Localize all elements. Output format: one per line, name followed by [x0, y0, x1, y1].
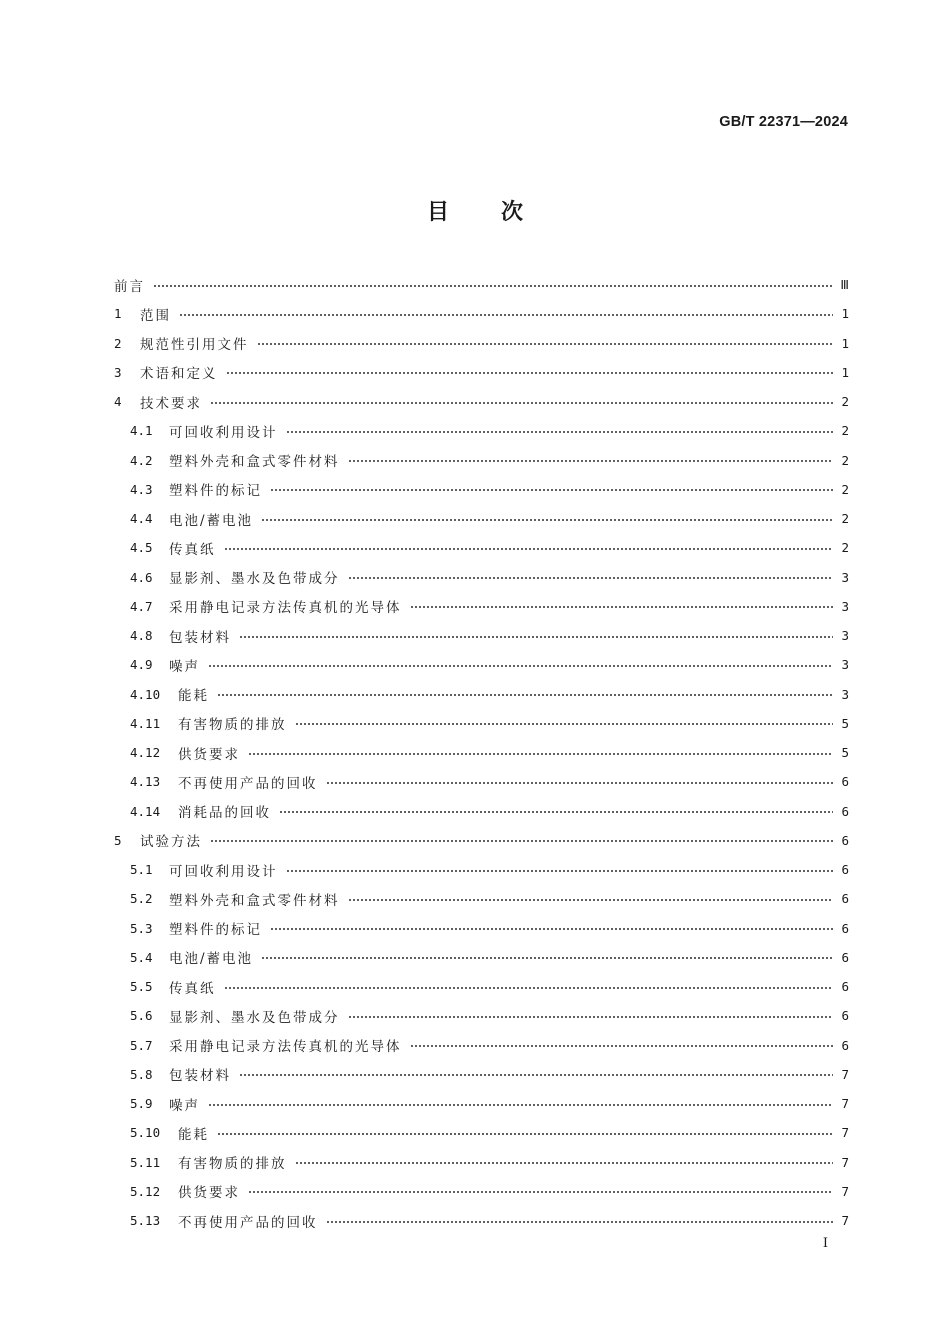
toc-dot-leader	[348, 899, 834, 901]
toc-entry-label: 不再使用产品的回收	[178, 775, 318, 792]
toc-entry-label: 术语和定义	[140, 366, 218, 383]
toc-dot-leader	[410, 1045, 834, 1047]
toc-dot-leader	[217, 1133, 833, 1135]
toc-entry-number: 5.13	[130, 1213, 161, 1229]
toc-entry[interactable]	[114, 475, 849, 504]
toc-entry-page: 2	[841, 511, 849, 527]
toc-entry-label: 规范性引用文件	[140, 337, 249, 354]
toc-entry[interactable]	[114, 563, 849, 592]
toc-entry-page: 6	[841, 979, 849, 995]
toc-entry-number: 4.9	[130, 657, 153, 673]
toc-entry-page: 1	[841, 364, 849, 380]
page-title-char-1: 目	[426, 200, 449, 225]
toc-entry-page: 3	[841, 569, 849, 585]
toc-entry[interactable]	[114, 1206, 849, 1235]
toc-entry-number: 4.7	[130, 598, 153, 614]
toc-entry-page: 6	[841, 832, 849, 848]
toc-dot-leader	[295, 1162, 834, 1164]
toc-entry-page: 6	[841, 1008, 849, 1024]
toc-entry-label: 可回收利用设计	[169, 863, 278, 880]
toc-dot-leader	[210, 402, 833, 404]
toc-entry-label: 供货要求	[178, 1185, 240, 1202]
toc-dot-leader	[210, 840, 833, 842]
toc-entry-label: 塑料件的标记	[169, 922, 262, 939]
table-of-contents	[114, 270, 849, 1235]
toc-dot-leader	[248, 753, 833, 755]
toc-dot-leader	[153, 285, 833, 287]
toc-entry-label: 包装材料	[169, 1068, 231, 1085]
toc-entry-label: 传真纸	[169, 980, 216, 997]
toc-entry-number: 4.2	[130, 452, 153, 468]
toc-entry-label: 塑料件的标记	[169, 483, 262, 500]
toc-dot-leader	[286, 431, 834, 433]
toc-entry[interactable]	[114, 709, 849, 738]
toc-entry-label: 塑料外壳和盒式零件材料	[169, 892, 340, 909]
toc-entry-number: 4.5	[130, 540, 153, 556]
toc-entry-label: 电池/蓄电池	[169, 951, 254, 968]
toc-entry[interactable]	[114, 767, 849, 796]
toc-entry-label: 前言	[114, 278, 145, 295]
toc-entry-page: 3	[841, 628, 849, 644]
toc-entry[interactable]	[114, 592, 849, 621]
toc-entry[interactable]	[114, 650, 849, 679]
toc-entry-label: 范围	[140, 307, 171, 324]
toc-entry[interactable]	[114, 680, 849, 709]
toc-entry-label: 能耗	[178, 1126, 209, 1143]
toc-entry[interactable]	[114, 621, 849, 650]
toc-entry[interactable]	[114, 358, 849, 387]
toc-entry-label: 塑料外壳和盒式零件材料	[169, 454, 340, 471]
toc-dot-leader	[410, 606, 834, 608]
toc-entry-label: 能耗	[178, 688, 209, 705]
toc-dot-leader	[224, 987, 834, 989]
toc-entry[interactable]	[114, 446, 849, 475]
toc-entry[interactable]	[114, 270, 849, 299]
toc-entry-page: 6	[841, 891, 849, 907]
toc-dot-leader	[248, 1191, 833, 1193]
toc-entry-number: 1	[114, 306, 122, 322]
toc-entry-label: 噪声	[169, 1097, 200, 1114]
toc-dot-leader	[208, 1104, 833, 1106]
toc-entry-label: 技术要求	[140, 395, 202, 412]
toc-entry-page: 3	[841, 657, 849, 673]
toc-entry[interactable]	[114, 329, 849, 358]
page-title-char-2: 次	[501, 200, 524, 225]
toc-entry-number: 4.4	[130, 511, 153, 527]
toc-entry[interactable]	[114, 1001, 849, 1030]
toc-dot-leader	[179, 314, 833, 316]
toc-entry-number: 5	[114, 832, 122, 848]
toc-entry-number: 5.5	[130, 979, 153, 995]
toc-entry-page: 3	[841, 598, 849, 614]
toc-entry-page: 2	[841, 540, 849, 556]
toc-entry-number: 3	[114, 364, 122, 380]
toc-entry[interactable]	[114, 1089, 849, 1118]
toc-entry-page: 2	[841, 423, 849, 439]
toc-dot-leader	[224, 548, 834, 550]
toc-entry-number: 5.11	[130, 1154, 161, 1170]
toc-entry-label: 有害物质的排放	[178, 717, 287, 734]
toc-entry-label: 不再使用产品的回收	[178, 1214, 318, 1231]
toc-entry[interactable]	[114, 826, 849, 855]
toc-entry[interactable]	[114, 533, 849, 562]
toc-entry[interactable]	[114, 504, 849, 533]
toc-dot-leader	[348, 577, 834, 579]
toc-entry[interactable]	[114, 1031, 849, 1060]
toc-entry-page: 2	[841, 394, 849, 410]
toc-entry[interactable]	[114, 738, 849, 767]
toc-entry-label: 可回收利用设计	[169, 424, 278, 441]
toc-entry[interactable]	[114, 1118, 849, 1147]
toc-entry-number: 5.12	[130, 1183, 161, 1199]
toc-entry[interactable]	[114, 1148, 849, 1177]
toc-dot-leader	[326, 782, 834, 784]
toc-dot-leader	[217, 694, 833, 696]
toc-entry-label: 消耗品的回收	[178, 805, 271, 822]
toc-entry[interactable]	[114, 884, 849, 913]
toc-dot-leader	[270, 489, 833, 491]
toc-entry[interactable]	[114, 797, 849, 826]
toc-entry-label: 包装材料	[169, 629, 231, 646]
toc-dot-leader	[270, 928, 833, 930]
toc-entry-number: 4.13	[130, 774, 161, 790]
toc-dot-leader	[261, 519, 833, 521]
toc-entry-number: 4.8	[130, 628, 153, 644]
toc-entry-number: 4.1	[130, 423, 153, 439]
toc-entry-page: 1	[841, 306, 849, 322]
toc-dot-leader	[261, 957, 833, 959]
toc-entry-page: 2	[841, 481, 849, 497]
toc-dot-leader	[326, 1221, 834, 1223]
toc-entry[interactable]	[114, 943, 849, 972]
toc-entry-number: 4.14	[130, 803, 161, 819]
toc-dot-leader	[239, 636, 833, 638]
toc-entry-number: 5.7	[130, 1037, 153, 1053]
toc-entry-page: 7	[841, 1096, 849, 1112]
toc-entry-label: 试验方法	[140, 834, 202, 851]
toc-entry-number: 4.11	[130, 715, 161, 731]
toc-entry-number: 5.3	[130, 920, 153, 936]
toc-entry[interactable]	[114, 387, 849, 416]
toc-dot-leader	[239, 1074, 833, 1076]
toc-entry-page: 5	[841, 745, 849, 761]
toc-entry-page: 6	[841, 1037, 849, 1053]
toc-entry-label: 采用静电记录方法传真机的光导体	[169, 600, 402, 617]
toc-entry-number: 4.3	[130, 481, 153, 497]
toc-entry-number: 2	[114, 335, 122, 351]
toc-entry-number: 5.9	[130, 1096, 153, 1112]
toc-entry-page: 7	[841, 1125, 849, 1141]
toc-entry-number: 4.6	[130, 569, 153, 585]
toc-entry[interactable]	[114, 972, 849, 1001]
toc-entry-number: 5.6	[130, 1008, 153, 1024]
toc-entry[interactable]	[114, 416, 849, 445]
toc-dot-leader	[348, 1016, 834, 1018]
toc-entry-page: 6	[841, 803, 849, 819]
standard-number: GB/T 22371—2024	[719, 114, 848, 130]
toc-entry-number: 5.1	[130, 862, 153, 878]
toc-entry-page: 2	[841, 452, 849, 468]
toc-entry-label: 采用静电记录方法传真机的光导体	[169, 1039, 402, 1056]
toc-entry[interactable]	[114, 1060, 849, 1089]
toc-dot-leader	[226, 372, 834, 374]
toc-entry-page: 7	[841, 1066, 849, 1082]
toc-entry[interactable]	[114, 914, 849, 943]
toc-entry-page: 6	[841, 949, 849, 965]
toc-entry-page: Ⅲ	[840, 277, 849, 293]
toc-entry-number: 5.4	[130, 949, 153, 965]
toc-entry-label: 传真纸	[169, 541, 216, 558]
toc-entry-label: 噪声	[169, 658, 200, 675]
toc-dot-leader	[208, 665, 833, 667]
toc-entry-label: 电池/蓄电池	[169, 512, 254, 529]
toc-dot-leader	[295, 723, 834, 725]
toc-dot-leader	[348, 460, 834, 462]
toc-entry-label: 供货要求	[178, 746, 240, 763]
toc-entry-label: 显影剂、墨水及色带成分	[169, 571, 340, 588]
toc-entry-number: 4	[114, 394, 122, 410]
toc-entry[interactable]	[114, 855, 849, 884]
footer-page-number: Ⅰ	[822, 1236, 828, 1251]
toc-dot-leader	[286, 870, 834, 872]
toc-entry[interactable]	[114, 1177, 849, 1206]
toc-dot-leader	[279, 811, 833, 813]
toc-entry-page: 7	[841, 1213, 849, 1229]
toc-entry-number: 5.2	[130, 891, 153, 907]
toc-dot-leader	[257, 343, 834, 345]
toc-entry-label: 显影剂、墨水及色带成分	[169, 1009, 340, 1026]
toc-entry-page: 7	[841, 1154, 849, 1170]
toc-entry-number: 5.8	[130, 1066, 153, 1082]
toc-entry-page: 7	[841, 1183, 849, 1199]
toc-entry-page: 6	[841, 920, 849, 936]
toc-entry-page: 6	[841, 774, 849, 790]
toc-entry-number: 4.10	[130, 686, 161, 702]
toc-entry-page: 3	[841, 686, 849, 702]
toc-entry-page: 5	[841, 715, 849, 731]
toc-entry-page: 6	[841, 862, 849, 878]
toc-entry-number: 5.10	[130, 1125, 161, 1141]
toc-entry[interactable]	[114, 299, 849, 328]
page-title	[0, 195, 950, 226]
toc-entry-number: 4.12	[130, 745, 161, 761]
toc-entry-page: 1	[841, 335, 849, 351]
toc-entry-label: 有害物质的排放	[178, 1156, 287, 1173]
